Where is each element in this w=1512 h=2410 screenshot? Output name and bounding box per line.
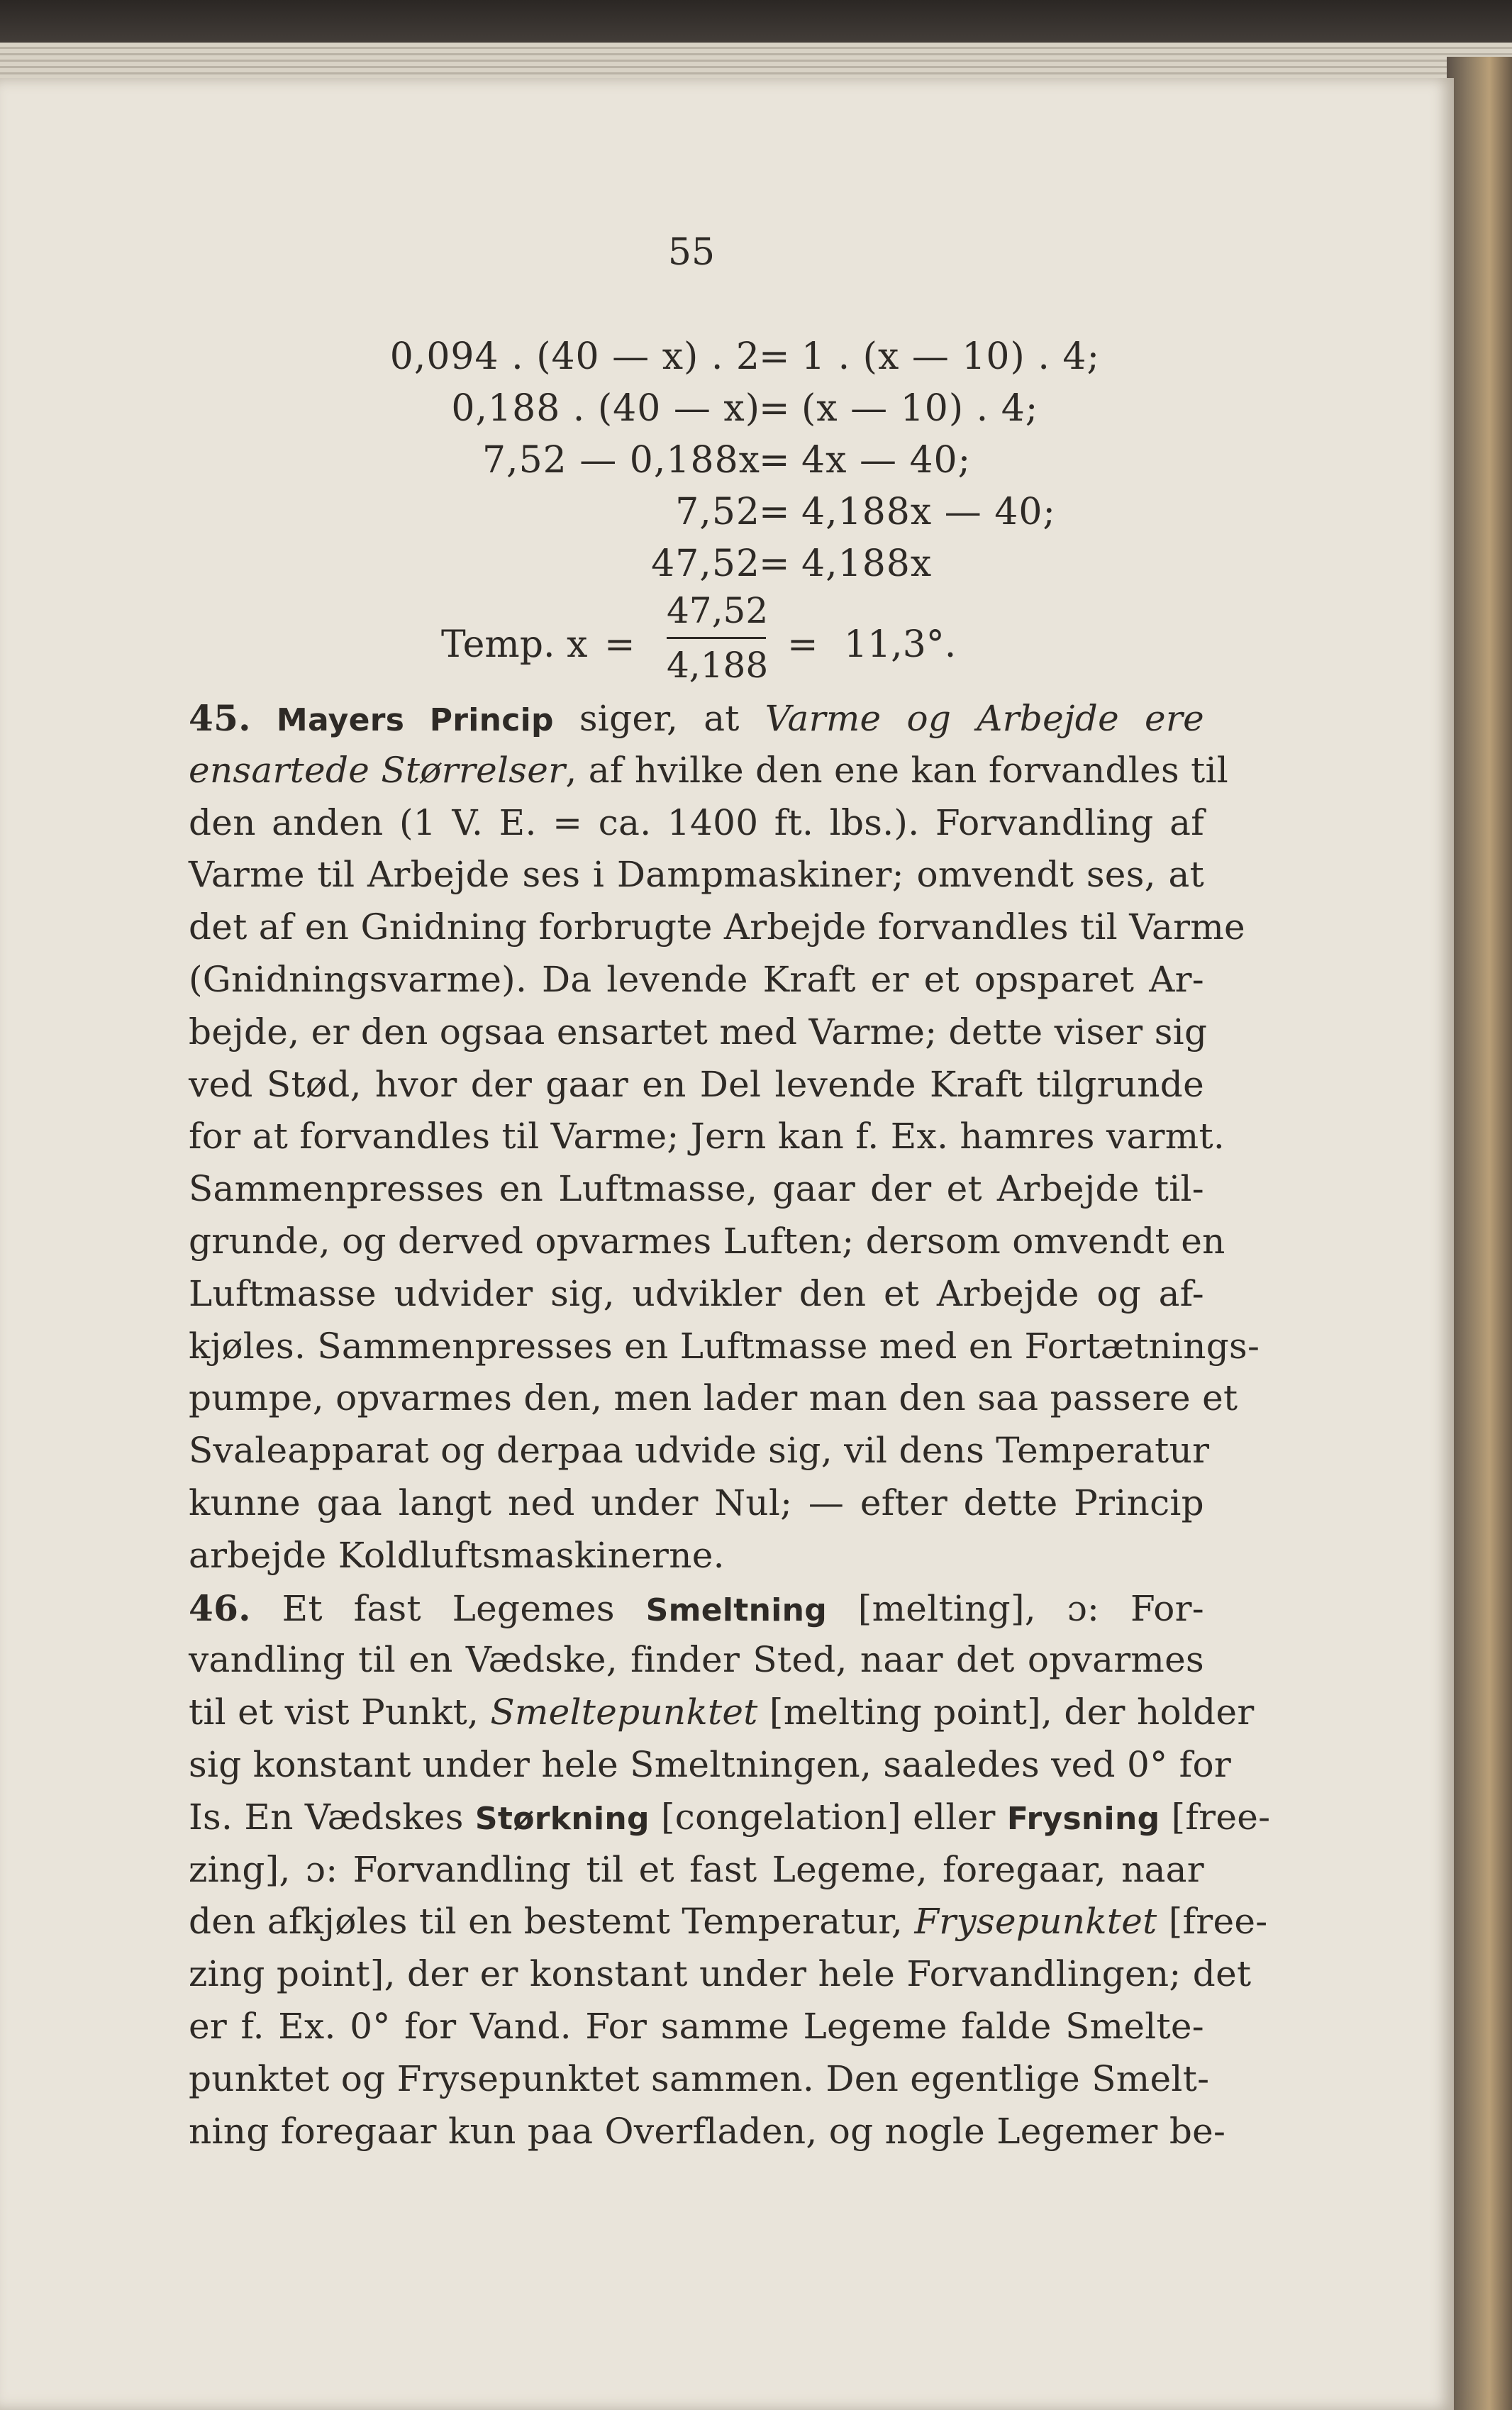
text-line <box>189 1792 1271 1844</box>
equals-sign: = <box>759 387 791 430</box>
text-span: [free- <box>1160 1796 1271 1838</box>
equals-sign: = <box>759 491 791 533</box>
equation-rhs: 4,188x <box>801 543 933 585</box>
text-span: den afkjøles til en bestemt Temperatur, <box>189 1901 915 1943</box>
text-line: ning foregaar kun paa Overfladen, og nogle Legemer be- <box>189 2110 1226 2152</box>
section-number: 46. <box>189 1587 251 1629</box>
body-text <box>189 692 1271 2158</box>
equation-line <box>0 539 1512 589</box>
text-span: [congelation] eller <box>649 1796 1007 1838</box>
text-line: pumpe, opvarmes den, men lader man den saa passere et <box>189 1377 1238 1419</box>
text-span: [melting point], der holder <box>757 1692 1255 1733</box>
text-line: det af en Gnidning forbrugte Arbejde forvandles til Varme <box>189 906 1245 948</box>
text-line: Varme til Arbejde ses i Dampmaskiner; omvendt ses, at <box>189 854 1204 896</box>
fraction-denominator: 4,188 <box>667 645 769 686</box>
spaced-term: Mayers Princip <box>276 702 554 738</box>
text-line: ved Stød, hvor der gaar en Del levende Kraft tilgrunde <box>189 1063 1204 1105</box>
text-span: [free- <box>1157 1901 1268 1943</box>
text-line: er f. Ex. 0° for Vand. For samme Legeme falde Smelte- <box>189 2005 1204 2047</box>
text-span: [melting], ɔ: For- <box>827 1587 1204 1629</box>
equation-lhs: 47,52 <box>651 543 760 585</box>
fraction-bar <box>667 637 766 639</box>
equals-sign: = <box>759 543 791 585</box>
equals-sign: = <box>759 439 791 482</box>
equation-lhs: 7,52 — 0,188x <box>482 439 760 482</box>
italic-term: ensartede Størrelser <box>189 749 566 791</box>
text-line: Luftmasse udvider sig, udvikler den et Arbejde og af- <box>189 1272 1204 1314</box>
text-line: kjøles. Sammenpresses en Luftmasse med en Fortætnings- <box>189 1325 1260 1367</box>
equation-line <box>0 435 1512 485</box>
temp-label: Temp. x <box>441 623 588 666</box>
temperature-result: 11,3°. <box>844 623 957 666</box>
text-line: zing], ɔ: Forvandling til et fast Legeme, foregaar, naar <box>189 1848 1204 1890</box>
page-number: 55 <box>667 231 716 274</box>
text-line: bejde, er den ogsaa ensartet med Varme; dette viser sig <box>189 1011 1208 1053</box>
section-number: 45. <box>189 697 251 739</box>
text-span: , af hvilke den ene kan forvandles til <box>565 749 1229 791</box>
italic-term: Varme og Arbejde ere <box>765 698 1204 739</box>
equation-rhs: (x — 10) . 4; <box>801 387 1039 430</box>
text-line: grunde, og derved opvarmes Luften; dersom omvendt en <box>189 1220 1225 1262</box>
text-line: vandling til en Vædske, finder Sted, naar det opvarmes <box>189 1639 1204 1681</box>
equals-sign: = <box>787 623 818 666</box>
text-line: zing point], der er konstant under hele Forvandlingen; det <box>189 1953 1252 1995</box>
text-span: Et fast Legemes <box>250 1587 646 1629</box>
equation-line <box>0 332 1512 382</box>
equation-rhs: 4,188x — 40; <box>801 491 1056 533</box>
text-span: siger, at <box>553 698 765 739</box>
equation-lhs: 7,52 <box>675 491 760 533</box>
text-line: (Gnidningsvarme). Da levende Kraft er et opsparet Ar- <box>189 958 1204 1000</box>
text-line: kunne gaa langt ned under Nul; — efter dette Princip <box>189 1482 1204 1523</box>
text-line: for at forvandles til Varme; Jern kan f. Ex. hamres varmt. <box>189 1116 1225 1157</box>
equation-line <box>0 384 1512 433</box>
text-line <box>189 692 1204 745</box>
equals-sign: = <box>604 623 635 666</box>
equals-sign: = <box>759 335 791 378</box>
spaced-term: Størkning <box>474 1800 650 1837</box>
spaced-term: Smeltning <box>645 1592 827 1628</box>
text-line: den anden (1 V. E. = ca. 1400 ft. lbs.). Forvandling af <box>189 801 1204 843</box>
text-line: punktet og Frysepunktet sammen. Den egentlige Smelt- <box>189 2058 1210 2099</box>
text-span: til et vist Punkt, <box>189 1692 491 1733</box>
temperature-result-equation <box>0 587 1512 694</box>
italic-term: Smeltepunktet <box>490 1692 758 1733</box>
equation-line <box>0 487 1512 537</box>
text-line: sig konstant under hele Smeltningen, saaledes ved 0° for <box>189 1743 1232 1785</box>
equation-lhs: 0,094 . (40 — x) . 2 <box>389 335 760 378</box>
equation-rhs: 1 . (x — 10) . 4; <box>801 335 1100 378</box>
equation-lhs: 0,188 . (40 — x) <box>451 387 760 430</box>
text-line: Sammenpresses en Luftmasse, gaar der et Arbejde til- <box>189 1168 1204 1210</box>
fraction-numerator: 47,52 <box>667 590 769 631</box>
equation-rhs: 4x — 40; <box>801 439 972 482</box>
text-line: arbejde Koldluftsmaskinerne. <box>189 1534 725 1576</box>
text-line <box>189 1582 1204 1635</box>
fraction <box>667 587 769 689</box>
text-line <box>189 1896 1268 1948</box>
text-line <box>189 1687 1255 1739</box>
text-line <box>189 745 1229 797</box>
spaced-term: Frysning <box>1006 1800 1160 1837</box>
italic-term: Frysepunktet <box>914 1901 1157 1943</box>
text-span: Is. En Vædskes <box>189 1796 475 1838</box>
text-line: Svaleapparat og derpaa udvide sig, vil dens Temperatur <box>189 1430 1210 1472</box>
